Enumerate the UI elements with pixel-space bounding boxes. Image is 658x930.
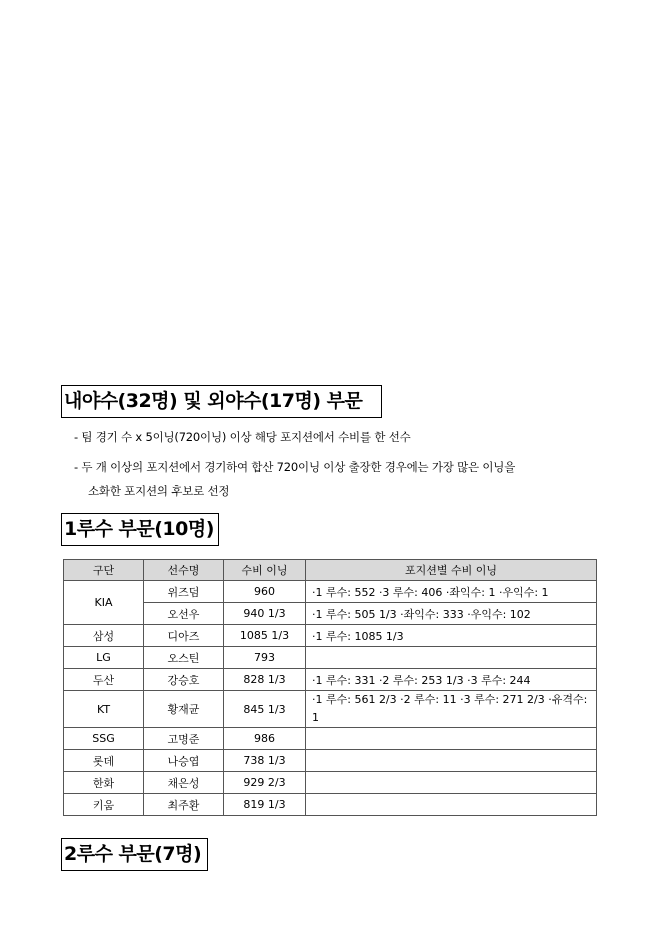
detail-cell: ·1 루수: 505 1/3 ·좌익수: 333 ·우익수: 102 (306, 603, 597, 625)
innings-cell: 793 (224, 647, 306, 669)
table-row (64, 625, 597, 647)
table-row (64, 772, 597, 794)
team-cell: 두산 (64, 669, 144, 691)
player-cell: 황재균 (144, 691, 224, 728)
player-cell: 최주환 (144, 794, 224, 816)
player-cell: 위즈덤 (144, 581, 224, 603)
detail-cell: ·1 루수: 552 ·3 루수: 406 ·좌익수: 1 ·우익수: 1 (306, 581, 597, 603)
team-cell: KT (64, 691, 144, 728)
header-player: 선수명 (144, 560, 224, 581)
detail-cell (306, 772, 597, 794)
innings-cell: 929 2/3 (224, 772, 306, 794)
player-cell: 디아즈 (144, 625, 224, 647)
detail-cell: ·1 루수: 331 ·2 루수: 253 1/3 ·3 루수: 244 (306, 669, 597, 691)
player-cell: 오선우 (144, 603, 224, 625)
table-row (64, 669, 597, 691)
innings-cell: 986 (224, 728, 306, 750)
table-row (64, 691, 597, 728)
table-row (64, 728, 597, 750)
team-cell: LG (64, 647, 144, 669)
criteria-bullet-2: - 두 개 이상의 포지션에서 경기하여 합산 720이닝 이상 출장한 경우에는 가장 많은 이닝을 (74, 460, 516, 474)
first-base-candidates-table (63, 559, 597, 816)
player-cell: 강승호 (144, 669, 224, 691)
header-team: 구단 (64, 560, 144, 581)
team-cell: 한화 (64, 772, 144, 794)
innings-cell: 940 1/3 (224, 603, 306, 625)
detail-cell (306, 750, 597, 772)
team-cell: KIA (64, 581, 144, 625)
team-cell: SSG (64, 728, 144, 750)
innings-cell: 960 (224, 581, 306, 603)
player-cell: 오스틴 (144, 647, 224, 669)
header-innings: 수비 이닝 (224, 560, 306, 581)
innings-cell: 845 1/3 (224, 691, 306, 728)
detail-cell (306, 647, 597, 669)
innings-cell: 738 1/3 (224, 750, 306, 772)
innings-cell: 828 1/3 (224, 669, 306, 691)
innings-cell: 1085 1/3 (224, 625, 306, 647)
detail-cell (306, 728, 597, 750)
innings-cell: 819 1/3 (224, 794, 306, 816)
player-cell: 채은성 (144, 772, 224, 794)
detail-cell (306, 794, 597, 816)
table-row (64, 647, 597, 669)
criteria-bullet-2-continued: 소화한 포지션의 후보로 선정 (88, 484, 230, 498)
table-row (64, 794, 597, 816)
table-row (64, 750, 597, 772)
team-cell: 키움 (64, 794, 144, 816)
infield-outfield-heading: 내야수(32명) 및 외야수(17명) 부문 (61, 385, 382, 418)
player-cell: 나승엽 (144, 750, 224, 772)
team-cell: 롯데 (64, 750, 144, 772)
header-position-innings: 포지션별 수비 이닝 (306, 560, 597, 581)
table-header-row (64, 560, 597, 581)
detail-cell: ·1 루수: 561 2/3 ·2 루수: 11 ·3 루수: 271 2/3 ·유격수: 1 (306, 691, 597, 728)
first-base-heading: 1루수 부문(10명) (61, 513, 219, 546)
player-cell: 고명준 (144, 728, 224, 750)
criteria-bullet-1: - 팀 경기 수 x 5이닝(720이닝) 이상 해당 포지션에서 수비를 한 선수 (74, 430, 411, 444)
detail-cell: ·1 루수: 1085 1/3 (306, 625, 597, 647)
table-row (64, 603, 597, 625)
table-row (64, 581, 597, 603)
second-base-heading: 2루수 부문(7명) (61, 838, 208, 871)
team-cell: 삼성 (64, 625, 144, 647)
